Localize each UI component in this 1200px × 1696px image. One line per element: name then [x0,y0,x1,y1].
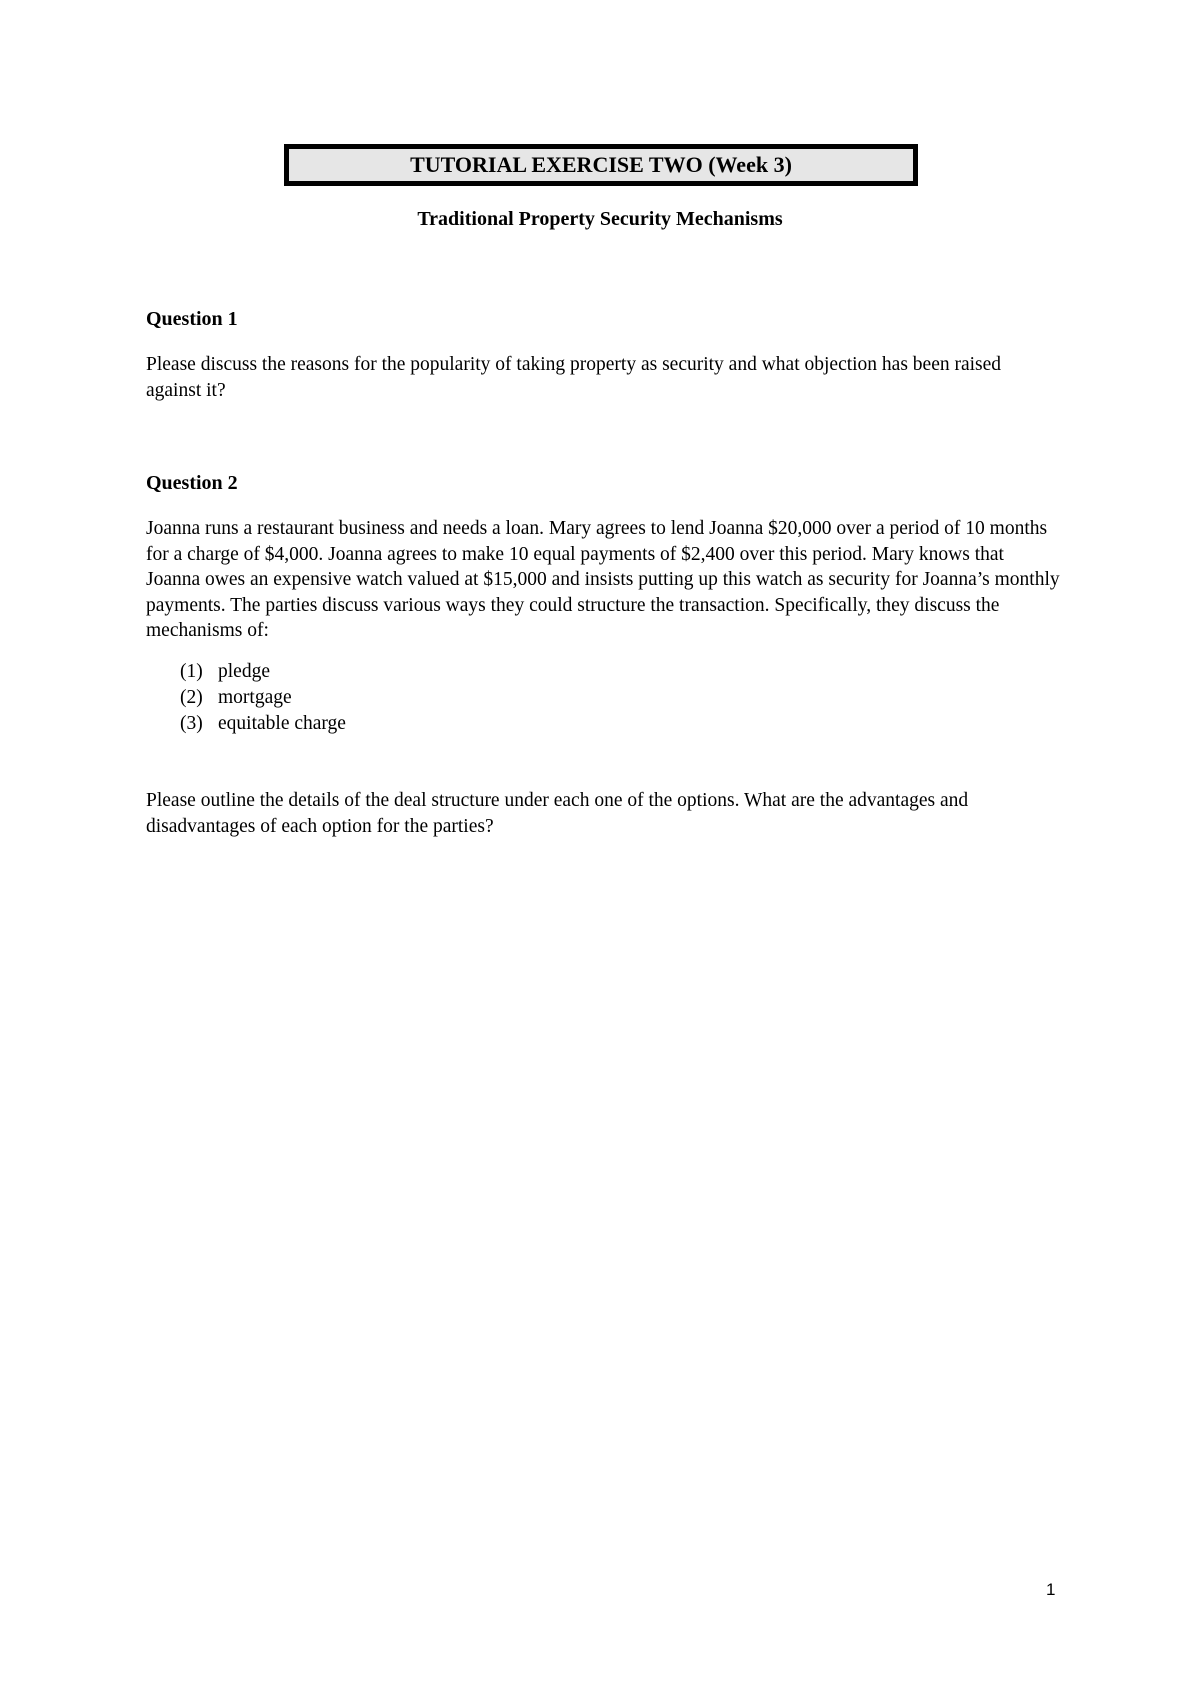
question-2-heading: Question 2 [146,472,238,494]
list-item-number: (1) [180,661,203,682]
document-subtitle: Traditional Property Security Mechanisms [417,208,783,230]
list-item [180,685,346,711]
list-item-label: equitable charge [218,713,346,734]
list-item-label: pledge [218,661,270,682]
list-item-label: mortgage [218,687,292,708]
document-title: TUTORIAL EXERCISE TWO (Week 3) [284,144,918,186]
page-number: 1 [1046,1580,1056,1599]
list-item [180,711,346,737]
question-1-heading: Question 1 [146,308,238,330]
question-1-text: Please discuss the reasons for the popularity of taking property as security and what objection has been raised against it? [146,354,1002,401]
mechanism-list [180,659,346,737]
question-2-text: Joanna runs a restaurant business and needs a loan. Mary agrees to lend Joanna $20,000 over a period of 10 months for a charge of $4,000. Joanna agrees to make 10 equal payments of $2,400 over this period. Mary knows that Joanna owes an expensive watch valued at $15,000 and insists putting up this watch as security for Joanna’s monthly payments. The parties discuss various ways they could structure the transaction. Specifically, they discuss the mechanisms of: [146,518,1060,641]
question-2-closing: Please outline the details of the deal structure under each one of the options. What are the advantages and disadvantages of each option for the parties? [146,790,969,837]
list-item-number: (3) [180,713,203,734]
list-item-number: (2) [180,687,203,708]
list-item [180,659,346,685]
